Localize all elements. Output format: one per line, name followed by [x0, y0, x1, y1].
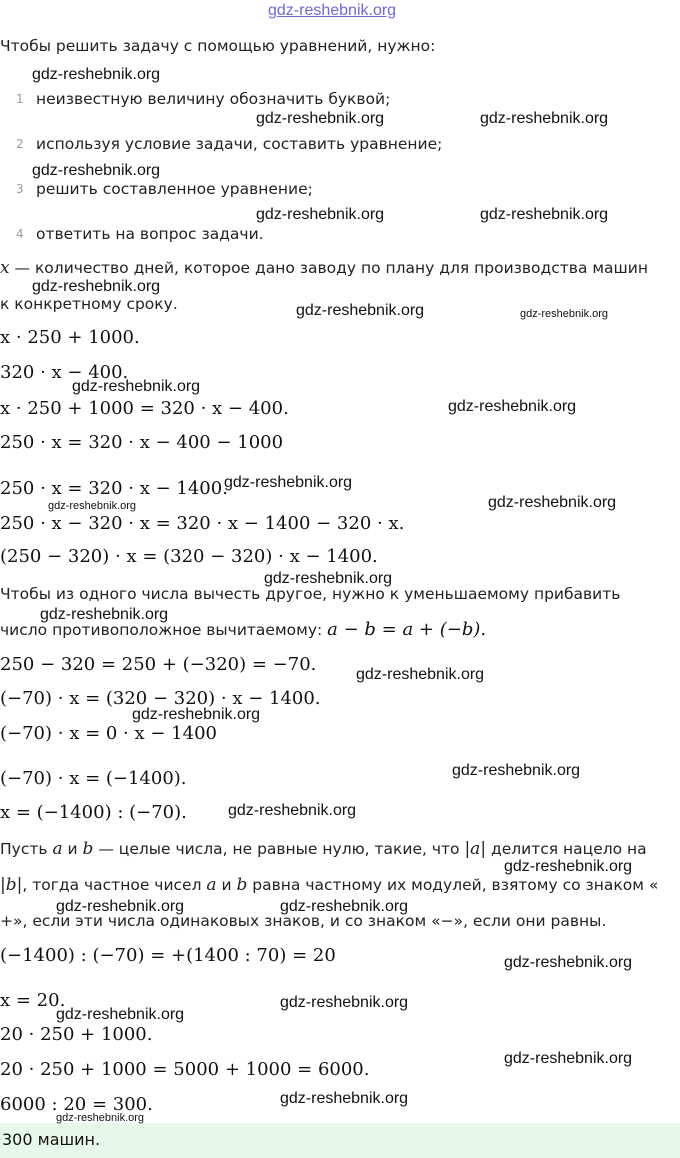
- step-number: 1: [16, 92, 24, 106]
- equation: x · 250 + 1000.: [0, 327, 140, 348]
- watermark: gdz-reshebnik.org: [56, 1006, 185, 1023]
- watermark: gdz-reshebnik.org: [224, 474, 353, 491]
- watermark: gdz-reshebnik.org: [256, 110, 385, 127]
- watermark: gdz-reshebnik.org: [32, 162, 161, 179]
- equation: (−1400) : (−70) = +(1400 : 70) = 20: [0, 945, 336, 966]
- answer-text: 300 машин.: [2, 1130, 101, 1149]
- step-number: 4: [16, 227, 24, 241]
- watermark: gdz-reshebnik.org: [296, 302, 425, 319]
- equation: 20 · 250 + 1000.: [0, 1024, 153, 1045]
- variable-x: x: [0, 258, 10, 278]
- watermark: gdz-reshebnik.org: [32, 66, 161, 83]
- watermark: gdz-reshebnik.org: [264, 570, 393, 587]
- watermark: gdz-reshebnik.org: [40, 606, 169, 623]
- rule-subtraction-line-1: Чтобы из одного числа вычесть другое, нужно к уменьшаемому прибавить: [0, 585, 621, 603]
- definition-text: — количество дней, которое дано заводу по плану для производства машин: [9, 259, 648, 277]
- step-text: решить составленное уравнение;: [36, 180, 313, 198]
- watermark: gdz-reshebnik.org: [356, 666, 485, 683]
- definition-line-2: к конкретному сроку.: [0, 295, 178, 313]
- answer-box: [0, 1123, 680, 1158]
- equation: (250 − 320) · x = (320 − 320) · x − 1400.: [0, 546, 378, 567]
- watermark: gdz-reshebnik.org: [452, 762, 581, 779]
- intro-text: Чтобы решить задачу с помощью уравнений, нужно:: [0, 37, 436, 55]
- step-text: ответить на вопрос задачи.: [36, 225, 264, 243]
- rule-division-line-2: |b|, тогда частное чисел a и b равна частному их модулей, взятому со знаком «: [0, 875, 659, 895]
- watermark: gdz-reshebnik.org: [32, 278, 161, 295]
- rule-division-line-1: Пусть a и b — целые числа, не равные нулю, такие, что |a| делится нацело на: [0, 839, 647, 859]
- step-text: неизвестную величину обозначить буквой;: [36, 90, 391, 108]
- watermark: gdz-reshebnik.org: [132, 706, 261, 723]
- equation: 250 · x − 320 · x = 320 · x − 1400 − 320 · x.: [0, 513, 405, 534]
- watermark: gdz-reshebnik.org: [448, 398, 577, 415]
- watermark: gdz-reshebnik.org: [72, 378, 201, 395]
- equation: 250 · x = 320 · x − 1400.: [0, 478, 228, 499]
- equation: x · 250 + 1000 = 320 · x − 400.: [0, 398, 289, 419]
- step-number: 2: [16, 137, 24, 151]
- equation: 320 · x − 400.: [0, 362, 129, 383]
- watermark: gdz-reshebnik.org: [280, 898, 409, 915]
- definition-line-1: [0, 259, 648, 277]
- watermark: gdz-reshebnik.org: [504, 858, 633, 875]
- rule-formula: a − b = a + (−b).: [327, 619, 487, 640]
- watermark: gdz-reshebnik.org: [280, 1090, 409, 1107]
- watermark: gdz-reshebnik.org: [228, 802, 357, 819]
- watermark-top-link[interactable]: gdz-reshebnik.org: [268, 2, 397, 19]
- equation: 250 · x = 320 · x − 400 − 1000: [0, 432, 284, 453]
- step-text: используя условие задачи, составить уравнение;: [36, 135, 443, 153]
- watermark: gdz-reshebnik.org: [480, 110, 609, 127]
- equation: 250 − 320 = 250 + (−320) = −70.: [0, 654, 317, 675]
- watermark: gdz-reshebnik.org: [480, 206, 609, 223]
- equation: x = (−1400) : (−70).: [0, 802, 187, 823]
- equation: 6000 : 20 = 300.: [0, 1094, 153, 1115]
- equation: (−70) · x = (−1400).: [0, 768, 187, 789]
- rule-text: число противоположное вычитаемому:: [0, 621, 328, 639]
- watermark: gdz-reshebnik.org: [48, 500, 137, 512]
- watermark: gdz-reshebnik.org: [56, 898, 185, 915]
- watermark: gdz-reshebnik.org: [488, 494, 617, 511]
- watermark: gdz-reshebnik.org: [56, 1112, 145, 1124]
- watermark: gdz-reshebnik.org: [280, 994, 409, 1011]
- equation: 20 · 250 + 1000 = 5000 + 1000 = 6000.: [0, 1059, 370, 1080]
- watermark: gdz-reshebnik.org: [520, 308, 609, 320]
- equation: (−70) · x = 0 · x − 1400: [0, 723, 217, 744]
- rule-division-line-3: +», если эти числа одинаковых знаков, и со знаком «−», если они равны.: [0, 912, 607, 930]
- equation: (−70) · x = (320 − 320) · x − 1400.: [0, 688, 321, 709]
- watermark: gdz-reshebnik.org: [504, 954, 633, 971]
- watermark: gdz-reshebnik.org: [504, 1050, 633, 1067]
- step-number: 3: [16, 182, 24, 196]
- watermark: gdz-reshebnik.org: [256, 206, 385, 223]
- equation: x = 20.: [0, 990, 66, 1011]
